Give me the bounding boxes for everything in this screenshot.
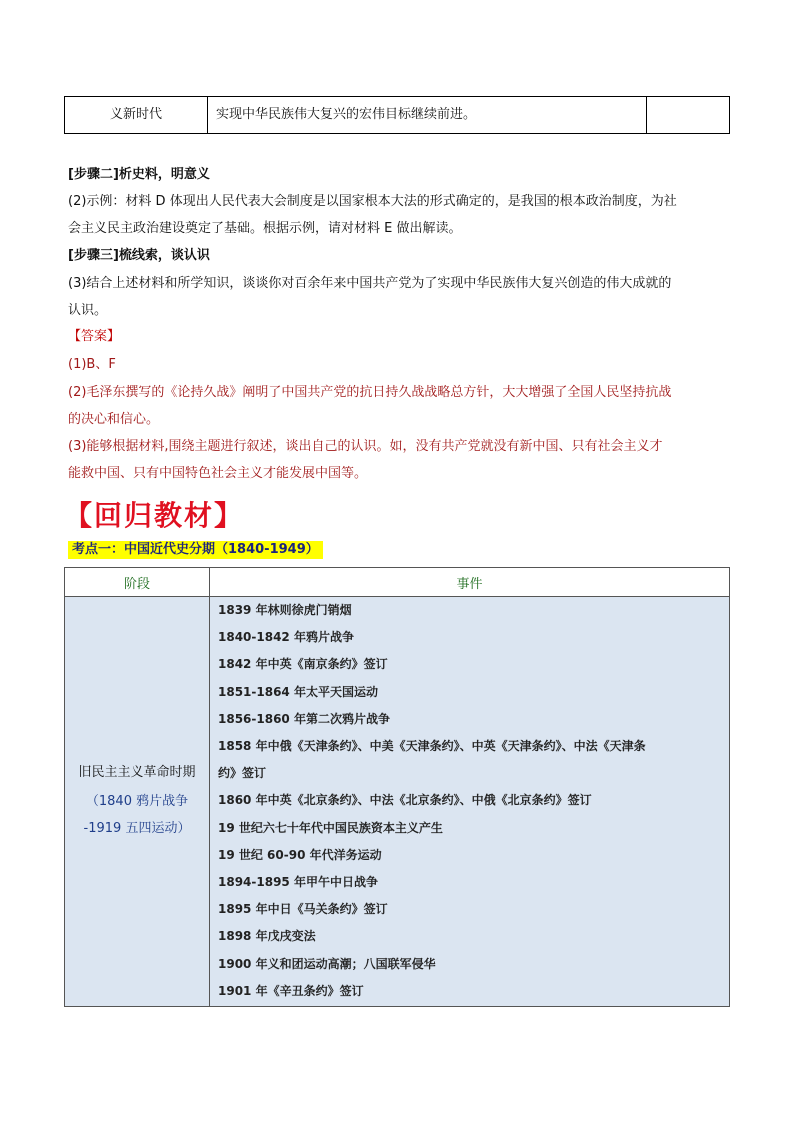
step2-text-line2: 会主义民主政治建设奠定了基础。根据示例，请对材料 E 做出解读。 — [68, 221, 462, 236]
event-item: 1898 年戊戌变法 — [218, 929, 316, 944]
event-item: 19 世纪六七十年代中国民族资本主义产生 — [218, 820, 443, 835]
event-item: 约》签订 — [218, 766, 267, 781]
answer-3-line1: (3)能够根据材料,围绕主题进行叙述，谈出自己的认识。如，没有共产党就没有新中国、只有社会主义才 — [68, 439, 663, 454]
event-item: 1858 年中俄《天津条约》、中美《天津条约》、中英《天津条约》、中法《天津条 — [218, 739, 646, 754]
stage-name: 旧民主主义革命时期 — [78, 765, 196, 780]
answer-2-line1: (2)毛泽东撰写的《论持久战》阐明了中国共产党的抗日持久战战略总方针，大大增强了全国人民坚持抗战 — [68, 385, 672, 400]
top-table-stage-cell: 义新时代 — [65, 97, 208, 134]
event-item: 1851-1864 年太平天国运动 — [218, 684, 378, 699]
event-item: 1840-1842 年鸦片战争 — [218, 630, 354, 645]
event-item: 1856-1860 年第二次鸦片战争 — [218, 711, 390, 726]
event-item: 1894-1895 年甲午中日战争 — [218, 875, 378, 890]
table-header-row — [65, 568, 730, 597]
events-cell — [210, 597, 730, 1007]
event-item: 1895 年中日《马关条约》签订 — [218, 902, 388, 917]
step2-text-line1: (2)示例：材料 D 体现出人民代表大会制度是以国家根本大法的形式确定的，是我国的根本政治制度，为社 — [68, 194, 677, 209]
stage-range-end: -1919 五四运动） — [83, 821, 191, 836]
step3-text-line1: (3)结合上述材料和所学知识，谈谈你对百余年来中国共产党为了实现中华民族伟大复兴创造的伟大成就的 — [68, 276, 672, 291]
history-periods-table — [64, 567, 730, 1007]
column-header-stage: 阶段 — [65, 568, 210, 597]
event-item: 1901 年《辛丑条约》签订 — [218, 983, 364, 998]
section-banner: 【回归教材】 — [64, 499, 245, 532]
column-header-events: 事件 — [210, 568, 730, 597]
event-item: 1860 年中英《北京条约》、中法《北京条约》、中俄《北京条约》签订 — [218, 793, 592, 808]
top-table-empty-cell — [647, 97, 730, 134]
top-table — [64, 96, 730, 134]
stage-range-start: （1840 鸦片战争 — [85, 794, 189, 809]
stage-cell — [65, 597, 210, 1007]
step3-text-line2: 认识。 — [68, 303, 108, 318]
step3-heading: [步骤三]梳线索，谈认识 — [68, 248, 210, 263]
event-item: 1900 年义和团运动高潮；八国联军侵华 — [218, 956, 436, 971]
table-row — [65, 597, 730, 1007]
answer-2-line2: 的决心和信心。 — [68, 412, 160, 427]
top-table-event-cell: 实现中华民族伟大复兴的宏伟目标继续前进。 — [208, 97, 647, 134]
answer-heading: 【答案】 — [68, 329, 121, 344]
step2-heading: [步骤二]析史料，明意义 — [68, 167, 210, 182]
table-row — [65, 97, 730, 134]
event-item: 19 世纪 60-90 年代洋务运动 — [218, 847, 382, 862]
event-item: 1839 年林则徐虎门销烟 — [218, 603, 352, 617]
answer-3-line2: 能救中国、只有中国特色社会主义才能发展中国等。 — [68, 466, 368, 481]
event-item: 1842 年中英《南京条约》签订 — [218, 657, 388, 672]
answer-1: (1)B、F — [68, 357, 116, 372]
topic-heading: 考点一：中国近代史分期（1840-1949） — [68, 541, 323, 559]
